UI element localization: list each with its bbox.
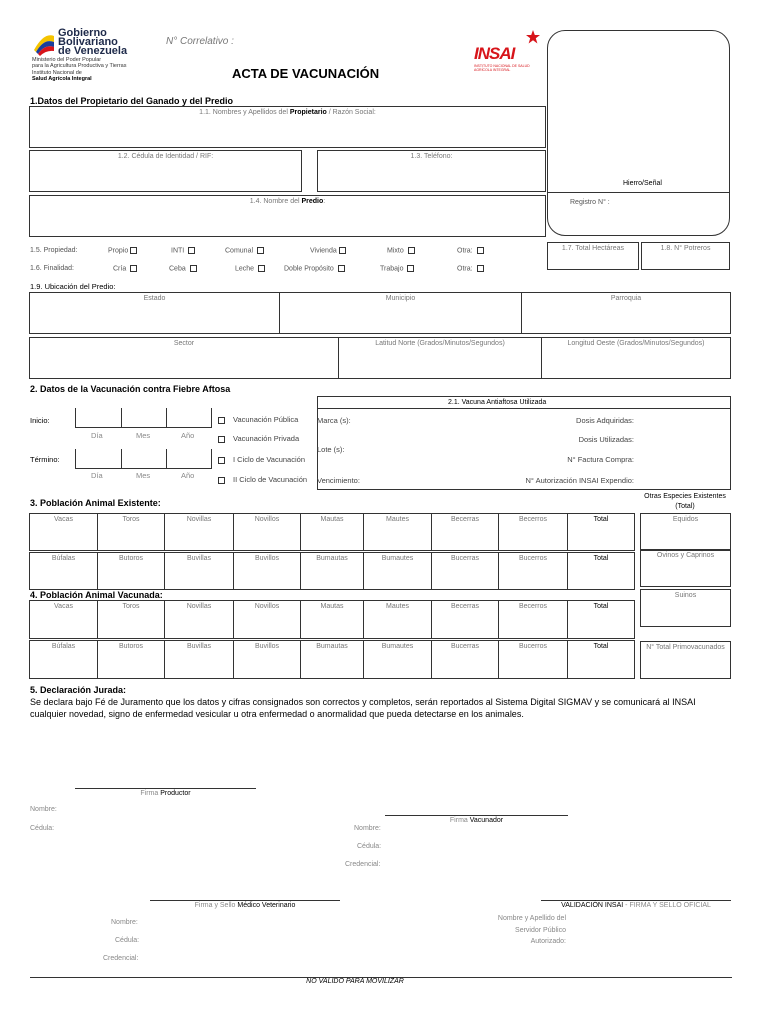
va-bumautes[interactable]: Bumautes [363,640,432,679]
ministry-2: para la Agricultura Productiva y Tierras [32,63,127,69]
ex-buvillos[interactable]: Buvillos [233,552,301,590]
vacunador-credencial[interactable]: Credencial: [345,861,381,868]
prop-comunal[interactable]: Comunal [225,247,264,254]
inicio-label: Inicio: [30,416,50,425]
predio-name-label: 1.4. Nombre del Predio: [249,198,326,205]
productor-nombre[interactable]: Nombre: [30,806,57,813]
ministry-1: Ministerio del Poder Popular [32,57,102,63]
ex-mautes[interactable]: Mautes [363,513,432,551]
fin-otra[interactable]: Otra: [457,265,484,272]
insai-subtitle: INSTITUTO NACIONAL DE SALUD AGRÍCOLA INTEGRAL [474,64,530,72]
termino-label: Término: [30,455,60,464]
ex-buvillas[interactable]: Buvillas [164,552,234,590]
insai-wordmark: INSAI [474,44,515,63]
ex-becerras[interactable]: Becerras [431,513,499,551]
registro-label: Registro N° : [570,199,610,206]
correlativo-label: N° Correlativo : [166,36,234,47]
firma-medico-label: Firma y Sello Médico Veterinario [194,902,296,909]
vacuna-box [317,396,731,490]
section-5-title: 5. Declaración Jurada: [30,685,127,695]
medico-nombre[interactable]: Nombre: [111,919,138,926]
cedula-rif-field[interactable]: 1.2. Cédula de Identidad / RIF: [29,150,302,192]
dosis-utilizadas-label[interactable]: Dosis Utilizadas: [578,435,634,444]
footer-note: NO VALIDO PARA MOVILIZAR [306,978,404,985]
va-bufalas[interactable]: Búfalas [29,640,98,679]
gov-logo [32,28,172,90]
finalidad-label: 1.6. Finalidad: [30,265,74,272]
va-mautes[interactable]: Mautes [363,600,432,639]
firma-vacunador-line[interactable] [385,815,568,816]
servidor-label-2: Servidor Público [515,927,566,934]
section-2-title: 2. Datos de la Vacunación contra Fiebre Aftosa [30,384,231,394]
potreros-field[interactable]: 1.8. N° Potreros [641,242,730,270]
lote-label[interactable]: Lote (s): [317,445,345,454]
autorizacion-label[interactable]: N° Autorización INSAI Expendio: [525,476,634,485]
fin-ceba[interactable]: Ceba [169,265,197,272]
inicio-dia: Día [91,431,103,440]
vacuna-title: 2.1. Vacuna Antiaftosa Utilizada [448,399,547,406]
owner-name-field[interactable] [29,106,546,148]
firma-medico-line[interactable] [150,900,340,901]
longitud-field[interactable]: Longitud Oeste (Grados/Minutos/Segundos) [541,337,731,379]
vencimiento-label[interactable]: Vencimiento: [317,476,360,485]
parroquia-field[interactable]: Parroquia [521,292,731,334]
suinos-field[interactable]: Suinos [640,589,731,627]
ex-bumautas[interactable]: Bumautas [300,552,364,590]
fin-doble[interactable]: Doble Propósito [284,265,345,272]
check-ciclo-1[interactable]: I Ciclo de Vacunación [218,455,305,464]
predio-name-field[interactable] [29,195,546,237]
fin-cria[interactable]: Cría [113,265,137,272]
firma-vacunador-label: Firma Vacunador [449,817,504,824]
page-title: ACTA DE VACUNACIÓN [232,66,380,81]
inicio-date-field[interactable] [75,408,212,428]
va-bumautas[interactable]: Bumautas [300,640,364,679]
institute-2: Salud Agrícola Integral [32,76,92,82]
ex-mautas[interactable]: Mautas [300,513,364,551]
va-total-1[interactable]: Total [567,600,635,639]
latitud-field[interactable]: Latitud Norte (Grados/Minutos/Segundos) [338,337,542,379]
prop-mixto[interactable]: Mixto [387,247,415,254]
star-icon [526,30,540,44]
owner-name-label: 1.1. Nombres y Apellidos del Propietario / Razón Social: [199,109,376,116]
equidos-field[interactable]: Equidos [640,513,731,551]
prop-propio[interactable]: Propio [108,247,137,254]
check-vacunacion-publica[interactable]: Vacunación Pública [218,415,298,424]
va-buvillos[interactable]: Buvillos [233,640,301,679]
ex-bufalas[interactable]: Búfalas [29,552,98,590]
ex-novillos[interactable]: Novillos [233,513,301,551]
municipio-field[interactable]: Municipio [279,292,522,334]
termino-date-field[interactable] [75,449,212,469]
va-bucerros[interactable]: Bucerros [498,640,568,679]
section-3-title: 3. Población Animal Existente: [30,498,161,508]
servidor-label-1: Nombre y Apellido del [497,915,566,922]
va-becerras[interactable]: Becerras [431,600,499,639]
sector-field[interactable]: Sector [29,337,339,379]
ubicacion-label: 1.9. Ubicación del Predio: [30,282,116,291]
va-becerros[interactable]: Becerros [498,600,568,639]
check-vacunacion-privada[interactable]: Vacunación Privada [218,434,299,443]
hierro-label: Hierro/Señal [623,180,662,187]
check-ciclo-2[interactable]: II Ciclo de Vacunación [218,475,307,484]
firma-productor-line[interactable] [75,788,256,789]
primovacunados-field[interactable]: N° Total Primovacunados [640,641,731,679]
factura-label[interactable]: N° Factura Compra: [567,455,634,464]
ex-bucerros[interactable]: Bucerros [498,552,568,590]
dosis-adquiridas-label[interactable]: Dosis Adquiridas: [576,416,634,425]
declaracion-text: Se declara bajo Fé de Juramento que los datos y cifras consignados son correctos y completos, serán reportados al Sistema Digital SIGMAV y se comunicará al INSAI cualquier novedad, signo de enfermedad vesicular u otra enfermedad o anormalidad que pueda detectarse en los animales. [30,697,696,719]
ex-vacas[interactable]: Vacas [29,513,98,551]
ex-butoros[interactable]: Butoros [97,552,165,590]
medico-credencial[interactable]: Credencial: [103,955,139,962]
prop-vivienda[interactable]: Vivienda [310,247,346,254]
inicio-anio: Año [181,431,195,440]
section-4-title: 4. Población Animal Vacunada: [30,590,163,600]
validacion-line[interactable] [541,900,731,901]
productor-cedula[interactable]: Cédula: [30,825,55,832]
otras-especies-label: Otras Especies Existentes (Total) [644,493,726,510]
inicio-mes: Mes [136,431,151,440]
ex-toros[interactable]: Toros [97,513,165,551]
va-bucerras[interactable]: Bucerras [431,640,499,679]
ex-total-2[interactable]: Total [567,552,635,590]
vacunador-nombre[interactable]: Nombre: [354,825,381,832]
ex-bucerras[interactable]: Bucerras [431,552,499,590]
estado-field[interactable]: Estado [29,292,280,334]
gov-name-3: de Venezuela [58,45,128,57]
flag-emblem-icon [32,30,56,56]
termino-anio: Año [181,471,195,480]
prop-inti[interactable]: INTI [171,247,195,254]
va-mautas[interactable]: Mautas [300,600,364,639]
ovinos-caprinos-field[interactable]: Ovinos y Caprinos [640,549,731,587]
va-vacas[interactable]: Vacas [29,600,98,639]
va-toros[interactable]: Toros [97,600,165,639]
gov-name-2: Bolivariano [58,36,118,48]
fin-trabajo[interactable]: Trabajo [380,265,414,272]
telefono-field[interactable]: 1.3. Teléfono: [317,150,546,192]
vacunador-cedula[interactable]: Cédula: [357,843,382,850]
ex-becerros[interactable]: Becerros [498,513,568,551]
va-buvillas[interactable]: Buvillas [164,640,234,679]
propiedad-label: 1.5. Propiedad: [30,247,78,254]
ex-total-1[interactable]: Total [567,513,635,551]
termino-dia: Día [91,471,103,480]
fin-leche[interactable]: Leche [235,265,265,272]
hierro-senal-box[interactable] [547,30,730,236]
va-novillas[interactable]: Novillas [164,600,234,639]
section-1-title: 1.Datos del Propietario del Ganado y del Predio [30,96,234,106]
prop-otra[interactable]: Otra: [457,247,484,254]
va-butoros[interactable]: Butoros [97,640,165,679]
total-hectareas-field[interactable]: 1.7. Total Hectáreas [547,242,639,270]
institute-1: Instituto Nacional de [32,70,82,76]
ex-novillas[interactable]: Novillas [164,513,234,551]
validacion-label: VALIDACIÓN INSAI - FIRMA Y SELLO OFICIAL [561,902,711,909]
gov-name-1: Gobierno [58,27,107,39]
va-novillos[interactable]: Novillos [233,600,301,639]
va-total-2[interactable]: Total [567,640,635,679]
marca-label[interactable]: Marca (s): [317,416,351,425]
termino-mes: Mes [136,471,151,480]
ex-bumautes[interactable]: Bumautes [363,552,432,590]
insai-logo [470,30,550,78]
servidor-label-3[interactable]: Autorizado: [530,938,566,945]
medico-cedula[interactable]: Cédula: [115,937,140,944]
firma-productor-label: Firma Productor [140,790,191,797]
